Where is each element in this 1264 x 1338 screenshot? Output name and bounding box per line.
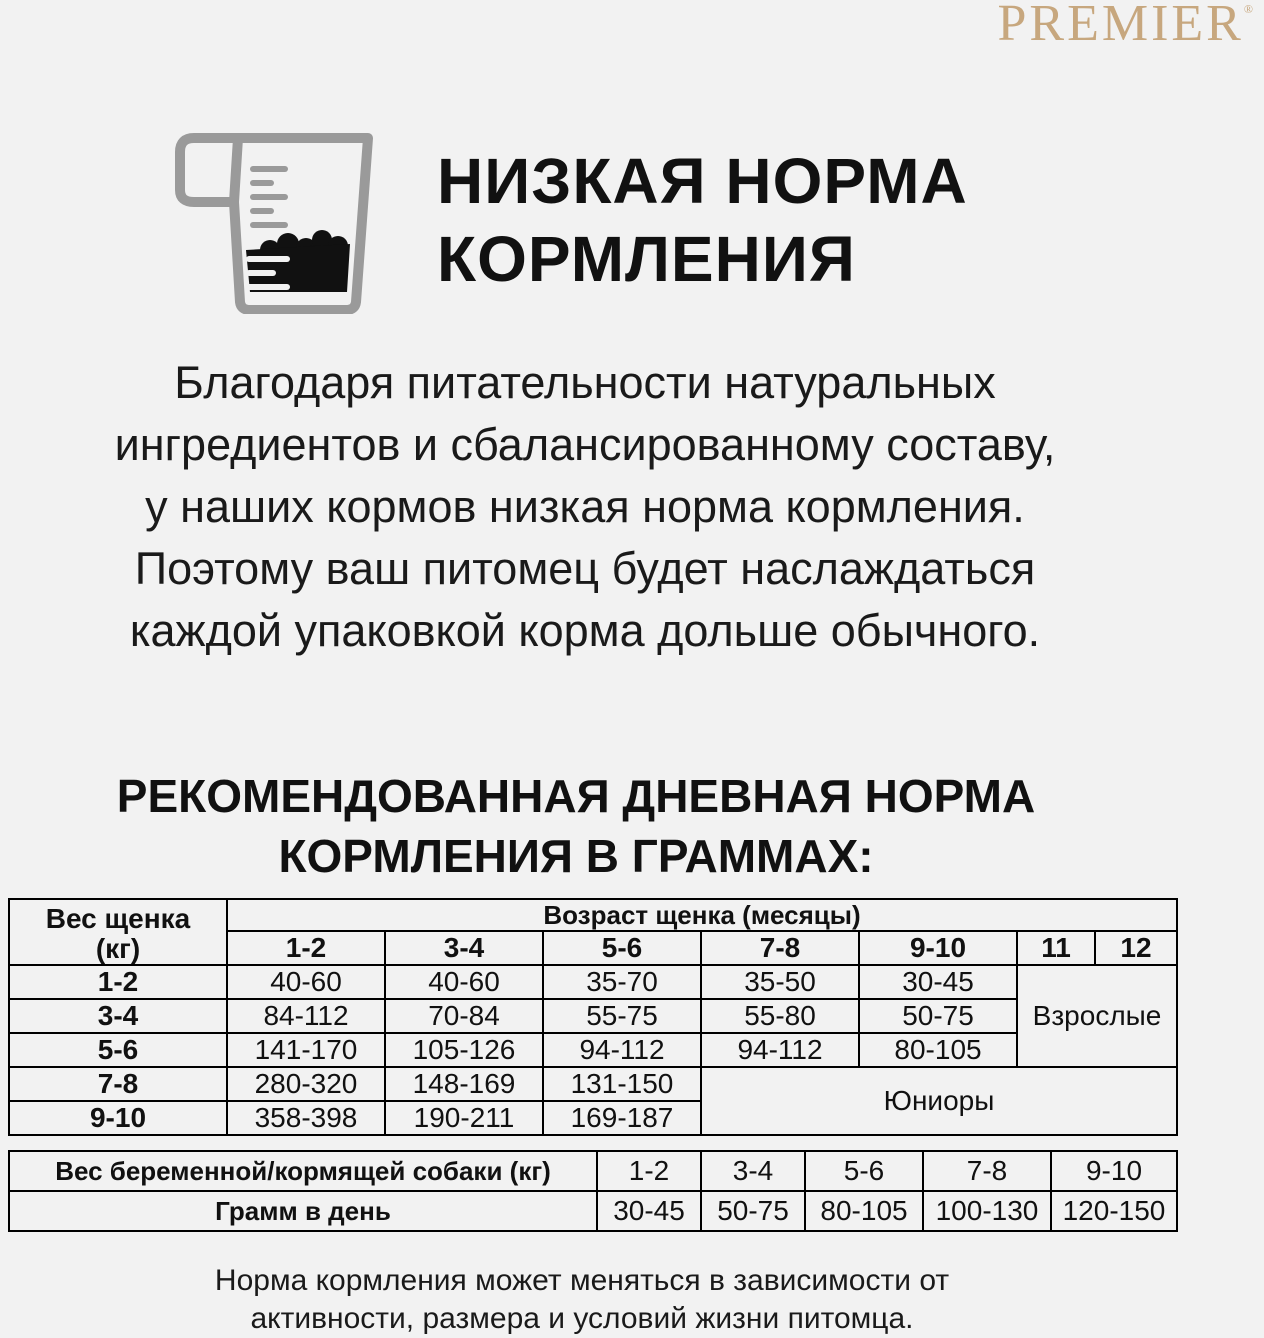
value-cell: 35-50 xyxy=(701,965,859,999)
grams-cell: 80-105 xyxy=(805,1191,923,1231)
weight-column-header: Вес щенка (кг) xyxy=(9,899,227,965)
value-cell: 40-60 xyxy=(385,965,543,999)
weight-cell: 7-8 xyxy=(923,1151,1051,1191)
value-cell: 50-75 xyxy=(859,999,1017,1033)
grams-per-day-label: Грамм в день xyxy=(9,1191,597,1231)
value-cell: 141-170 xyxy=(227,1033,385,1067)
weight-cell: 3-4 xyxy=(701,1151,805,1191)
value-cell: 94-112 xyxy=(701,1033,859,1067)
weight-cell: 9-10 xyxy=(1051,1151,1177,1191)
juniors-cell: Юниоры xyxy=(701,1067,1177,1135)
value-cell: 358-398 xyxy=(227,1101,385,1135)
value-cell: 169-187 xyxy=(543,1101,701,1135)
value-cell: 40-60 xyxy=(227,965,385,999)
value-cell: 105-126 xyxy=(385,1033,543,1067)
value-cell: 131-150 xyxy=(543,1067,701,1101)
value-cell: 35-70 xyxy=(543,965,701,999)
value-cell: 70-84 xyxy=(385,999,543,1033)
footnote: Норма кормления может меняться в зависимости от активности, размера и условий жизни питомца. xyxy=(214,1264,950,1335)
headline: НИЗКАЯ НОРМА КОРМЛЕНИЯ xyxy=(437,145,968,295)
value-cell: 190-211 xyxy=(385,1101,543,1135)
weight-cell: 5-6 xyxy=(805,1151,923,1191)
measuring-jug-icon xyxy=(172,132,376,314)
weight-cell: 9-10 xyxy=(9,1101,227,1135)
grams-cell: 120-150 xyxy=(1051,1191,1177,1231)
month-header: 3-4 xyxy=(385,931,543,965)
table-row xyxy=(9,999,1177,1033)
weight-cell: 3-4 xyxy=(9,999,227,1033)
value-cell: 94-112 xyxy=(543,1033,701,1067)
month-header: 7-8 xyxy=(701,931,859,965)
table-row xyxy=(9,1033,1177,1067)
weight-cell: 1-2 xyxy=(597,1151,701,1191)
puppy-feeding-table xyxy=(8,898,1178,1136)
grams-cell: 30-45 xyxy=(597,1191,701,1231)
adults-cell: Взрослые xyxy=(1017,965,1177,1067)
brand-logo: PREMIER® xyxy=(997,0,1256,52)
weight-cell: 1-2 xyxy=(9,965,227,999)
month-header: 1-2 xyxy=(227,931,385,965)
weight-cell: 7-8 xyxy=(9,1067,227,1101)
month-header: 9-10 xyxy=(859,931,1017,965)
intro-paragraph: Благодаря питательности натуральных ингредиентов и сбалансированному составу, у наших кормов низкая норма кормления. Поэтому ваш питомец будет наслаждаться каждой упаковкой корма дольше обычного. xyxy=(114,357,1056,656)
value-cell: 280-320 xyxy=(227,1067,385,1101)
table-row xyxy=(9,965,1177,999)
table-row xyxy=(9,1191,1177,1231)
month-header: 5-6 xyxy=(543,931,701,965)
age-group-header: Возраст щенка (месяцы) xyxy=(227,899,1177,931)
grams-cell: 50-75 xyxy=(701,1191,805,1231)
table-row xyxy=(9,1067,1177,1101)
value-cell: 84-112 xyxy=(227,999,385,1033)
table-row xyxy=(9,1151,1177,1191)
month-header: 11 xyxy=(1017,931,1095,965)
value-cell: 148-169 xyxy=(385,1067,543,1101)
value-cell: 80-105 xyxy=(859,1033,1017,1067)
value-cell: 55-75 xyxy=(543,999,701,1033)
pregnant-dog-table xyxy=(8,1150,1178,1232)
section-title: РЕКОМЕНДОВАННАЯ ДНЕВНАЯ НОРМА КОРМЛЕНИЯ В ГРАММАХ: xyxy=(116,770,1036,882)
grams-cell: 100-130 xyxy=(923,1191,1051,1231)
value-cell: 30-45 xyxy=(859,965,1017,999)
weight-cell: 5-6 xyxy=(9,1033,227,1067)
month-header: 12 xyxy=(1095,931,1177,965)
pregnant-weight-label: Вес беременной/кормящей собаки (кг) xyxy=(9,1151,597,1191)
value-cell: 55-80 xyxy=(701,999,859,1033)
